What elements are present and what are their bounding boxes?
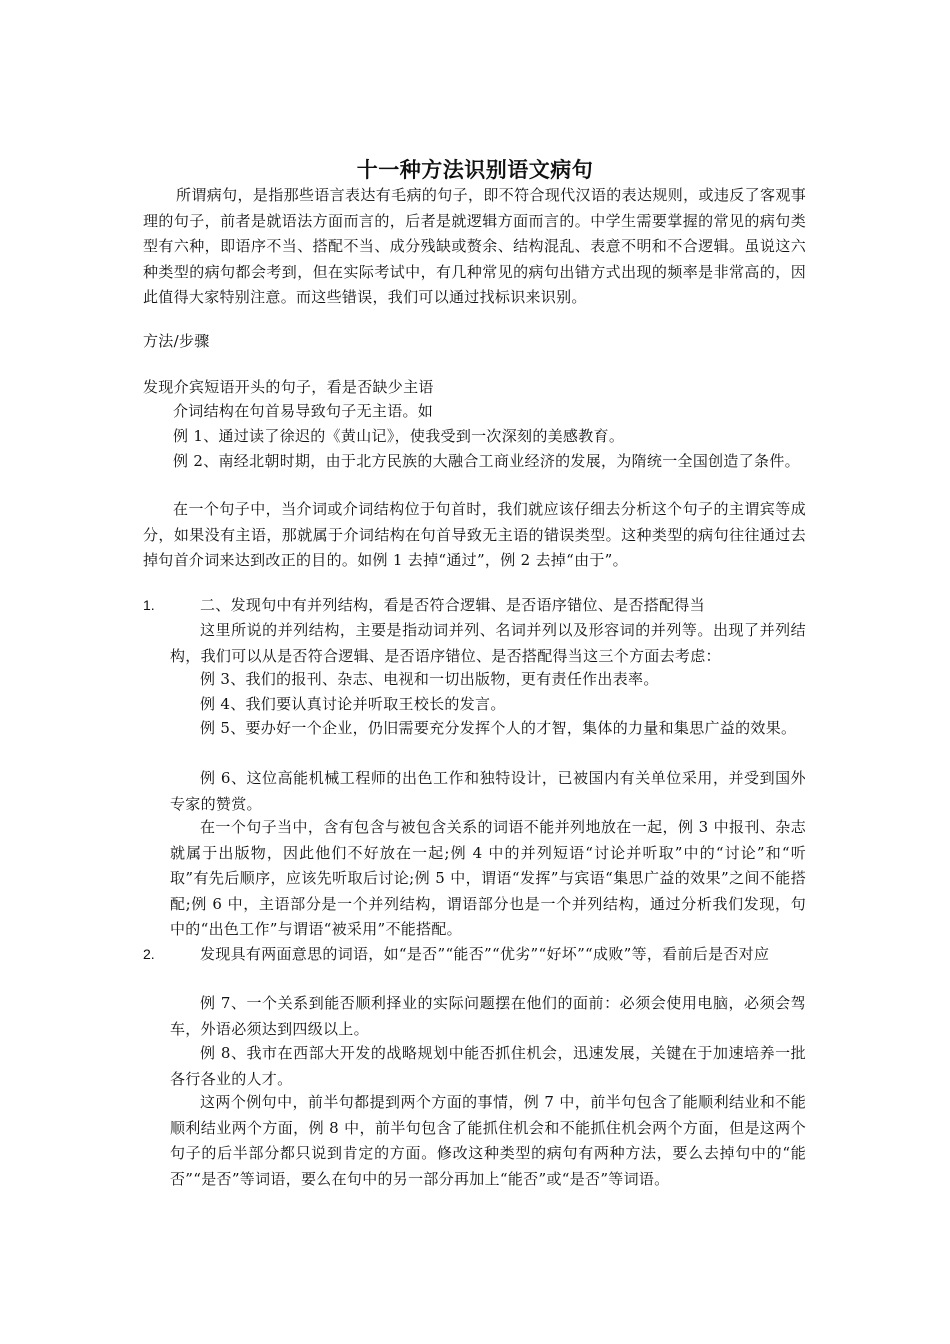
steps-label: 方法/步骤 xyxy=(143,332,210,350)
example-3: 例 3、我们的报刊、杂志、电视和一切出版物，更有责任作出表率。 xyxy=(200,670,659,688)
list-marker-1: 1. xyxy=(143,597,155,613)
section3-analysis: 这两个例句中，前半句都提到两个方面的事情，例 7 中，前半句包含了能顺利结业和不能顺利结业两个方面，例 8 中，前半句包含了能抓住机会和不能抓住机会两个方面，但是这两个句子的后半部分都只说到肯定的方面。修改这种类型的病句有两种方法，要么去掉句中的“能否”“是否”等词语，要么在句中的另一部分再加上“能否”或“是否”等词语。 xyxy=(170,1093,806,1188)
section1-analysis: 在一个句子中，当介词或介词结构位于句首时，我们就应该仔细去分析这个句子的主谓宾等成分，如果没有主语，那就属于介词结构在句首导致无主语的错误类型。这种类型的病句往往通过去掉句首介词来达到改正的目的。如例 1 去掉“通过”，例 2 去掉“由于”。 xyxy=(143,500,806,570)
section2-heading: 二、发现句中有并列结构，看是否符合逻辑、是否语序错位、是否搭配得当 xyxy=(200,596,705,614)
list-marker-2: 2. xyxy=(143,946,155,962)
intro-paragraph: 所谓病句，是指那些语言表达有毛病的句子，即不符合现代汉语的表达规则，或违反了客观事理的句子，前者是就语法方面而言的，后者是就逻辑方面而言的。中学生需要掌握的常见的病句类型有六种，即语序不当、搭配不当、成分残缺或赘余、结构混乱、表意不明和不合逻辑。虽说这六种类型的病句都会考到，但在实际考试中，有几种常见的病句出错方式出现的频率是非常高的，因此值得大家特别注意。而这些错误，我们可以通过找标识来识别。 xyxy=(143,186,806,307)
example-2: 例 2、南经北朝时期，由于北方民族的大融合工商业经济的发展，为隋统一全国创造了条件。 xyxy=(173,452,800,470)
section2-analysis: 在一个句子当中，含有包含与被包含关系的词语不能并列地放在一起，例 3 中报刊、杂志就属于出版物，因此他们不好放在一起;例 4 中的并列短语“讨论并听取”中的“讨论”和“听取”有先后顺序，应该先听取后讨论;例 5 中，谓语“发挥”与宾语“集思广益的效果”之间不能搭配;例 6 中，主语部分是一个并列结构，谓语部分也是一个并列结构，通过分析我们发现，句中的“出色工作”与谓语“被采用”不能搭配。 xyxy=(170,818,806,939)
example-5: 例 5、要办好一个企业，仍旧需要充分发挥个人的才智，集体的力量和集思广益的效果。 xyxy=(200,719,797,737)
section2-lead: 这里所说的并列结构，主要是指动词并列、名词并列以及形容词的并列等。出现了并列结构，我们可以从是否符合逻辑、是否语序错位、是否搭配得当这三个方面去考虑： xyxy=(170,621,806,665)
example-4: 例 4、我们要认真讨论并听取王校长的发言。 xyxy=(200,695,506,713)
example-6: 例 6、这位高能机械工程师的出色工作和独特设计，已被国内有关单位采用，并受到国外专家的赞赏。 xyxy=(170,769,806,813)
example-8: 例 8、我市在西部大开发的战略规划中能否抓住机会，迅速发展，关键在于加速培养一批各行各业的人才。 xyxy=(170,1044,806,1088)
section3-heading: 发现具有两面意思的词语，如“是否”“能否”“优劣”“好坏”“成败”等，看前后是否对应 xyxy=(200,945,770,963)
document-title: 十一种方法识别语文病句 xyxy=(356,157,594,182)
example-1: 例 1、通过读了徐迟的《黄山记》，使我受到一次深刻的美感教育。 xyxy=(173,427,625,445)
example-7: 例 7、一个关系到能否顺利择业的实际问题摆在他们的面前：必须会使用电脑，必须会驾车，外语必须达到四级以上。 xyxy=(170,994,806,1038)
section1-heading: 发现介宾短语开头的句子，看是否缺少主语 xyxy=(143,378,434,396)
section1-lead: 介词结构在句首易导致句子无主语。如 xyxy=(173,402,434,420)
